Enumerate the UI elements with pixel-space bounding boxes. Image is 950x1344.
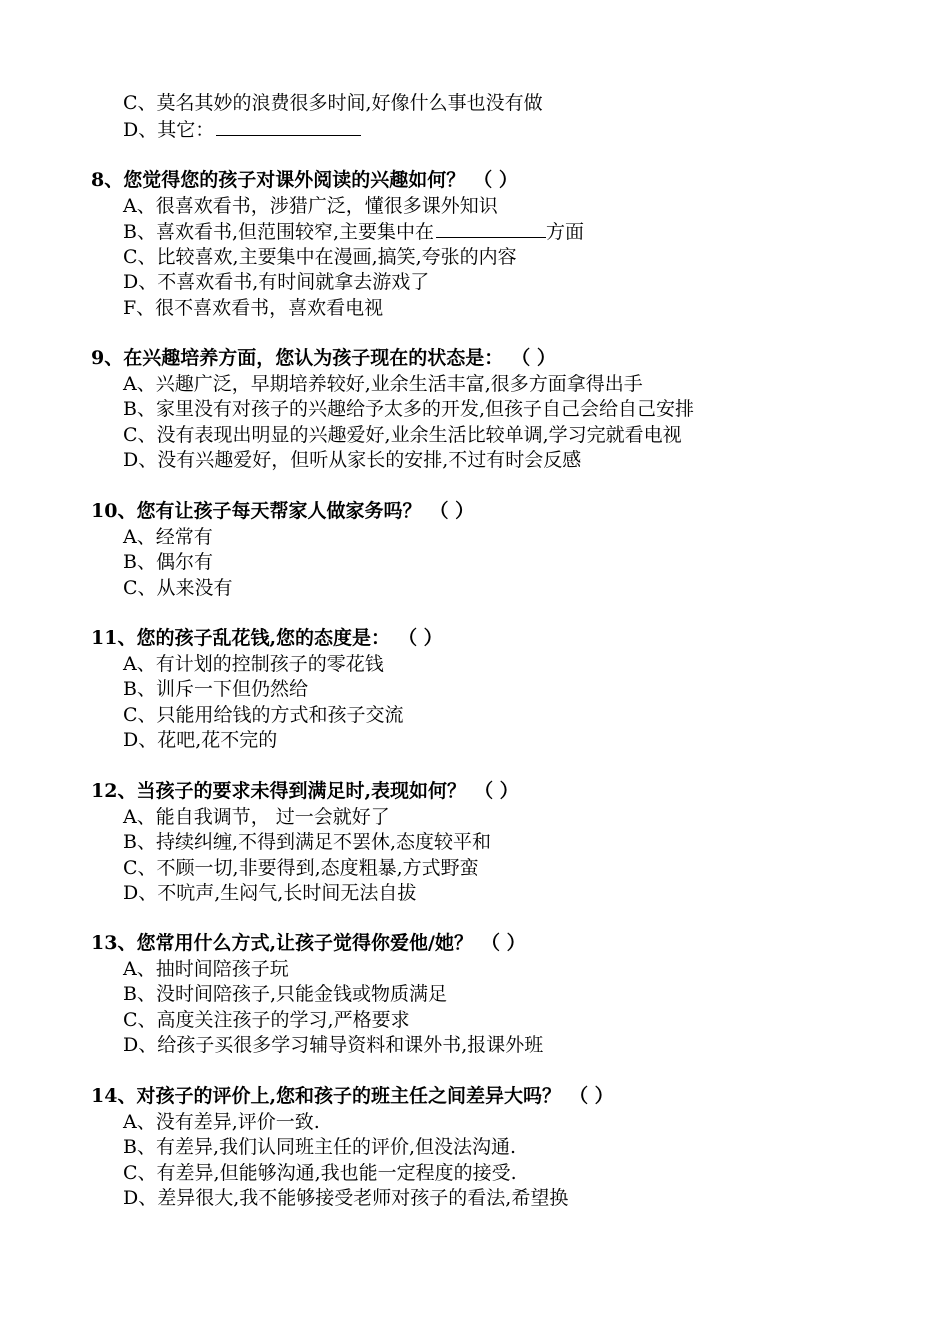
prev-question-fragment [0,91,950,142]
option-line: A、能自我调节， 过一会就好了 [123,805,390,828]
question-14 [0,1084,950,1212]
question-title: 14、对孩子的评价上,您和孩子的班主任之间差异大吗？ （ ） [0,1084,950,1110]
question-10 [0,499,950,601]
option-line: C、比较喜欢,主要集中在漫画,搞笑,夸张的内容 [123,245,517,268]
option-line: F、很不喜欢看书，喜欢看电视 [123,296,384,319]
question-title: 13、您常用什么方式,让孩子觉得你爱他/她？ （ ） [0,931,950,957]
answer-paren[interactable]: （ ） [398,627,443,649]
option-line: C、从来没有 [123,576,233,599]
answer-paren[interactable]: （ ） [429,500,475,522]
question-title: 8、您觉得您的孩子对课外阅读的兴趣如何？ （ ） [0,168,950,194]
option-line: B、持续纠缠,不得到满足不罢休,态度较平和 [123,831,492,853]
option-line: A、经常有 [123,525,213,548]
question-11 [0,626,950,754]
option-line: D、差异很大,我不能够接受老师对孩子的看法,希望换 [123,1187,569,1209]
question-13 [0,931,950,1059]
answer-paren[interactable]: （ ） [569,1085,614,1107]
question-9 [0,346,950,474]
question-title: 12、当孩子的要求未得到满足时,表现如何？ （ ） [0,779,950,805]
option-line: C、有差异,但能够沟通,我也能一定程度的接受. [123,1161,517,1184]
option-line: D、不吭声,生闷气,长时间无法自拔 [123,882,417,904]
option-line: D、花吧,花不完的 [123,729,278,751]
option-line: B、偶尔有 [123,551,213,573]
question-title: 9、在兴趣培养方面，您认为孩子现在的状态是： （ ） [0,346,950,372]
answer-paren[interactable]: （ ） [473,169,518,191]
option-line: D、给孩子买很多学习辅导资料和课外书,报课外班 [123,1034,544,1056]
option-line: A、很喜欢看书，涉猎广泛，懂很多课外知识 [123,194,498,217]
option-line: C、只能用给钱的方式和孩子交流 [123,703,404,726]
answer-paren[interactable]: （ ） [474,780,519,802]
option-line: A、兴趣广泛，早期培养较好,业余生活丰富,很多方面拿得出手 [123,372,643,395]
option-line: D、其它： [0,117,950,143]
fill-in-blank[interactable] [216,117,361,136]
option-line: C、不顾一切,非要得到,态度粗暴,方式野蛮 [123,856,479,879]
option-line: B、喜欢看书,但范围较窄,主要集中在 方面 [123,221,585,243]
option-line: A、没有差异,评价一致. [123,1110,320,1133]
question-8 [0,168,950,321]
question-12 [0,779,950,907]
option-line: B、有差异,我们认同班主任的评价,但没法沟通. [123,1136,517,1158]
fill-in-blank[interactable] [436,219,546,238]
answer-paren[interactable]: （ ） [511,347,556,369]
option-line: D、没有兴趣爱好，但听从家长的安排,不过有时会反感 [123,449,582,471]
option-line: D、不喜欢看书,有时间就拿去游戏了 [123,271,430,293]
option-line: C、莫名其妙的浪费很多时间,好像什么事也没有做 [123,92,543,114]
answer-paren[interactable]: （ ） [481,932,526,954]
option-line: C、高度关注孩子的学习,严格要求 [123,1008,410,1031]
option-line: B、训斥一下但仍然给 [123,678,308,700]
question-title: 10、您有让孩子每天帮家人做家务吗？ （ ） [0,499,950,525]
option-line: C、没有表现出明显的兴趣爱好,业余生活比较单调,学习完就看电视 [123,423,682,446]
option-line: B、家里没有对孩子的兴趣给予太多的开发,但孩子自己会给自己安排 [123,398,695,420]
option-line: B、没时间陪孩子,只能金钱或物质满足 [123,983,448,1005]
option-line: A、有计划的控制孩子的零花钱 [123,652,384,675]
option-line: A、抽时间陪孩子玩 [123,957,289,980]
question-title: 11、您的孩子乱花钱,您的态度是： （ ） [0,626,950,652]
